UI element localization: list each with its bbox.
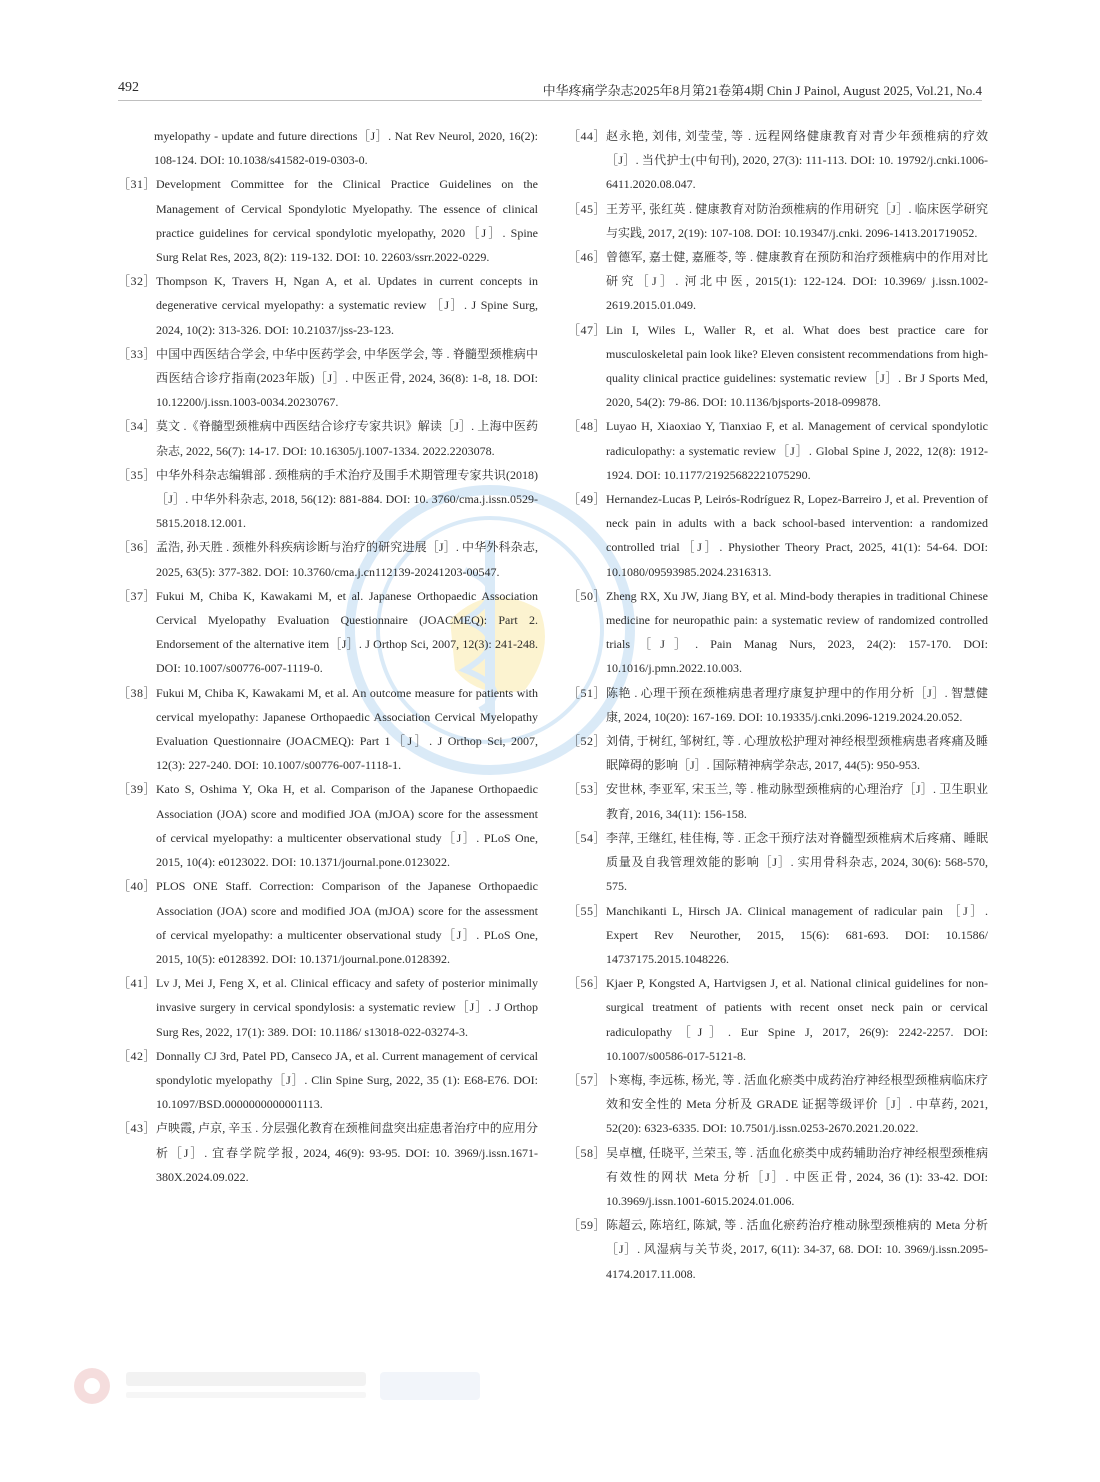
reference-text: 曾德军, 嘉士健, 嘉雁苓, 等 . 健康教育在预防和治疗颈椎病中的作用对比研究［J］. 河北中医, 2015(1): 122-124. DOI: 10.3969/ j.issn.1002-2619.2015.01.049. [606,250,988,313]
reference-number: ［55］ [568,903,607,918]
reference-number: ［46］ [568,250,607,265]
reference-text: Lin I, Wiles L, Waller R, et al. What does best practice care for musculoskeletal pain look like? Eleven consistent recommendations from high-quality clinical practice guidelines: systematic review［J］. Br J Sports Med, 2020, 54(2): 79-86. DOI: 10.1136/bjsports-2018-099878. [606,322,988,410]
references-left-column [118,124,538,1189]
reference-text: Fukui M, Chiba K, Kawakami M, et al. Japanese Orthopaedic Association Cervical Myelopathy Evaluation Questionnaire (JOACMEQ): Part 2. Endorsement of the alternative item［J］. J Orthop Sci, 2007, 12(3): 241-248. DOI: 10.1007/s00776-007-1119-0. [156,588,538,676]
reference-text: Donnally CJ 3rd, Patel PD, Canseco JA, et al. Current management of cervical spondylotic myelopathy［J］. Clin Spine Surg, 2022, 35 (1): E68-E76. DOI: 10.1097/BSD.0000000000001113. [156,1048,538,1112]
reference-text: Hernandez-Lucas P, Leirós-Rodríguez R, Lopez-Barreiro J, et al. Prevention of neck pain in adults with a back school-based intervention: a randomized controlled trial［J］. Physiother Theory Pract, 2025, 41(1): 54-64. DOI: 10.1080/09593985.2024.2316313. [606,492,988,579]
reference-number: ［42］ [118,1048,157,1063]
reference-entry [568,729,988,777]
reference-entry [568,899,988,972]
reference-text: 陈艳 . 心理干预在颈椎病患者理疗康复护理中的作用分析［J］. 智慧健康, 2024, 10(20): 167-169. DOI: 10.19335/j.cnki.2096-1219.2024.20.052. [606,685,988,724]
reference-number: ［59］ [568,1218,607,1233]
reference-entry [568,414,988,487]
reference-text: Kjaer P, Kongsted A, Hartvigsen J, et al. National clinical guidelines for non-surgical treatment of patients with recent onset neck pain or cervical radiculopathy［J］. Eur Spine J, 2017, 26(9): 2242-2257. DOI: 10.1007/s00586-017-5121-8. [606,976,988,1063]
reference-entry [118,535,538,583]
reference-number: ［49］ [568,492,607,507]
reference-number: ［41］ [118,976,157,991]
running-header: 中华疼痛学杂志2025年8月第21卷第4期 Chin J Painol, August 2025, Vol.21, No.4 [542,83,982,98]
reference-entry [568,777,988,825]
reference-number: ［35］ [118,467,157,482]
reference-entry [568,826,988,899]
reference-text: 吴卓檀, 任晓平, 兰荣玉, 等 . 活血化瘀类中成药辅助治疗神经根型颈椎病有效性的网状 Meta 分析［J］. 中医正骨, 2024, 36 (1): 33-42. DOI: 10.3969/j.issn.1001-6015.2024.01.006. [606,1145,988,1208]
reference-text: Development Committee for the Clinical Practice Guidelines on the Management of Cervical Spondylotic Myelopathy. The essence of clinical practice guidelines for cervical spondylotic myelopathy, 2020［J］. Spine Surg Relat Res, 2023, 8(2): 119-132. DOI: 10. 22603/ssrr.2022-0229. [156,177,538,265]
reference-text: Thompson K, Travers H, Ngan A, et al. Updates in current concepts in degenerative cervical myelopathy: a systematic review ［J］. J Spine Surg, 2024, 10(2): 313-326. DOI: 10.21037/jss-23-123. [156,274,538,337]
reference-number: ［37］ [118,588,157,603]
reference-entry [568,318,988,415]
reference-text: 王芳平, 张红英 . 健康教育对防治颈椎病的作用研究［J］. 临床医学研究与实践, 2017, 2(19): 107-108. DOI: 10.19347/j.cnki. 2096-1413.201719052. [606,201,988,240]
reference-text: 中华外科杂志编辑部 . 颈椎病的手术治疗及围手术期管理专家共识(2018)［J］. 中华外科杂志, 2018, 56(12): 881-884. DOI: 10. 3760/cma.j.issn.0529-5815.2018.12.001. [156,467,538,531]
reference-text: 莫文 .《脊髓型颈椎病中西医结合诊疗专家共识》解读［J］. 上海中医药杂志, 2022, 56(7): 14-17. DOI: 10.16305/j.1007-1334. 2022.2203078. [156,419,538,458]
reference-number: ［51］ [568,685,607,700]
reference-text: Luyao H, Xiaoxiao Y, Tianxiao F, et al. Management of cervical spondylotic radiculopathy: a systematic review［J］. Global Spine J, 2022, 12(8): 1912-1924. DOI: 10.1177/21925682221075290. [606,419,988,482]
reference-number: ［53］ [568,782,607,797]
reference-text: Manchikanti L, Hirsch JA. Clinical management of radicular pain ［J］. Expert Rev Neurother, 2015, 15(6): 681-693. DOI: 10.1586/ 14737175.2015.1048226. [606,903,988,966]
reference-entry [118,681,538,778]
reference-entry [568,1068,988,1141]
publisher-logo-watermark [70,1362,490,1410]
reference-number: ［36］ [118,540,157,555]
reference-entry [568,681,988,729]
reference-text: 李萍, 王继红, 桂佳梅, 等 . 正念干预疗法对脊髓型颈椎病术后疼痛、睡眠质量及自我管理效能的影响［J］. 实用骨科杂志, 2024, 30(6): 568-570, 575. [606,830,988,894]
reference-entry [568,1213,988,1286]
reference-number: ［44］ [568,129,607,143]
reference-number: ［34］ [118,419,157,434]
reference-number: ［56］ [568,976,607,991]
reference-number: ［48］ [568,419,607,434]
reference-number: ［45］ [568,201,607,216]
reference-text: Zheng RX, Xu JW, Jiang BY, et al. Mind-body therapies in traditional Chinese medicine for neuropathic pain: a systematic review of randomized controlled trials［J］. Pain Manag Nurs, 2023, 24(2): 157-170. DOI: 10.1016/j.pmn.2022.10.003. [606,588,988,676]
reference-number: ［32］ [118,274,157,289]
reference-entry [568,1141,988,1214]
reference-number: ［38］ [118,685,157,700]
reference-number: ［58］ [568,1145,607,1160]
reference-number: ［39］ [118,782,157,797]
page-number: 492 [118,80,139,95]
reference-text: Lv J, Mei J, Feng X, et al. Clinical efficacy and safety of posterior minimally invasive surgery in cervical spondylosis: a systematic review［J］. J Orthop Surg Res, 2022, 17(1): 389. DOI: 10.1186/ s13018-022-03274-3. [156,976,538,1039]
reference-number: ［43］ [118,1121,157,1136]
reference-text: PLOS ONE Staff. Correction: Comparison of the Japanese Orthopaedic Association (JOA) score and modified JOA (mJOA) score for the assessment of cervical myelopathy: a multicenter observational study［J］. PLoS One, 2015, 10(5): e0128392. DOI: 10.1371/journal.pone.0128392. [156,879,538,966]
reference-text: 赵永艳, 刘伟, 刘莹莹, 等 . 远程网络健康教育对青少年颈椎病的疗效［J］. 当代护士(中旬刊), 2020, 27(3): 111-113. DOI: 10. 19792/j.cnki.1006-6411.2020.08.047. [606,129,988,192]
reference-number: ［54］ [568,830,607,845]
reference-entry [118,124,538,172]
reference-entry [118,584,538,681]
reference-text: Kato S, Oshima Y, Oka H, et al. Comparison of the Japanese Orthopaedic Association (JOA) score and modified JOA (mJOA) score for the assessment of cervical myelopathy: a multicenter observational study［J］. PLoS One, 2015, 10(4): e0123022. DOI: 10.1371/journal.pone.0123022. [156,782,538,870]
reference-entry [118,172,538,269]
reference-entry [118,269,538,342]
reference-entry [568,124,988,197]
reference-entry [118,971,538,1044]
references-right-column [568,124,988,1286]
reference-entry [118,777,538,874]
header-rule [118,100,982,101]
reference-entry [568,584,988,681]
reference-number: ［33］ [118,346,157,361]
reference-text: 卜寒梅, 李远栋, 杨光, 等 . 活血化瘀类中成药治疗神经根型颈椎病临床疗效和安全性的 Meta 分析及 GRADE 证据等级评价［J］. 中草药, 2021, 52(20): 6323-6335. DOI: 10.7501/j.issn.0253-2670.2021.20.022. [606,1072,988,1136]
reference-number: ［47］ [568,322,607,337]
reference-entry [568,971,988,1068]
reference-entry [568,197,988,245]
reference-entry [118,414,538,462]
reference-text: 中国中西医结合学会, 中华中医药学会, 中华医学会, 等 . 脊髓型颈椎病中西医结合诊疗指南(2023年版)［J］. 中医正骨, 2024, 36(8): 1-8, 18. DOI: 10.12200/j.issn.1003-0034.20230767. [156,346,538,410]
reference-text: Fukui M, Chiba K, Kawakami M, et al. An outcome measure for patients with cervical myelopathy: Japanese Orthopaedic Association Cervical Myelopathy Evaluation Questionnaire (JOACMEQ): Part 1［J］. J Orthop Sci, 2007, 12(3): 227-240. DOI: 10.1007/s00776-007-1118-1. [156,685,538,773]
reference-text: 陈超云, 陈培红, 陈斌, 等 . 活血化瘀药治疗椎动脉型颈椎病的 Meta 分析［J］. 风湿病与关节炎, 2017, 6(11): 34-37, 68. DOI: 10. 3969/j.issn.2095-4174.2017.11.008. [606,1218,988,1281]
reference-entry [118,1044,538,1117]
reference-entry [118,1116,538,1189]
reference-text: 孟浩, 孙天胜 . 颈椎外科疾病诊断与治疗的研究进展［J］. 中华外科杂志, 2025, 63(5): 377-382. DOI: 10.3760/cma.j.cn112139-20241203-00547. [156,540,538,579]
reference-entry [118,874,538,971]
reference-entry [118,463,538,536]
reference-text: 刘倩, 于树红, 邹树红, 等 . 心理放松护理对神经根型颈椎病患者疼痛及睡眠障碍的影响［J］. 国际精神病学杂志, 2017, 44(5): 950-953. [606,734,988,773]
reference-number: ［52］ [568,734,607,749]
reference-number: ［40］ [118,879,157,894]
reference-entry [118,342,538,415]
reference-number: ［31］ [118,177,157,192]
reference-text: myelopathy - update and future directions［J］. Nat Rev Neurol, 2020, 16(2): 108-124. DOI: 10.1038/s41582-019-0303-0. [154,129,538,168]
reference-number: ［50］ [568,588,607,603]
reference-entry [568,487,988,584]
reference-text: 安世林, 李亚军, 宋玉兰, 等 . 椎动脉型颈椎病的心理治疗［J］. 卫生职业教育, 2016, 34(11): 156-158. [606,782,988,821]
reference-text: 卢映霞, 卢京, 辛玉 . 分层强化教育在颈椎间盘突出症患者治疗中的应用分析［J］. 宜春学院学报, 2024, 46(9): 93-95. DOI: 10. 3969/j.issn.1671-380X.2024.09.022. [156,1121,538,1184]
reference-number: ［57］ [568,1072,607,1087]
reference-entry [568,245,988,318]
